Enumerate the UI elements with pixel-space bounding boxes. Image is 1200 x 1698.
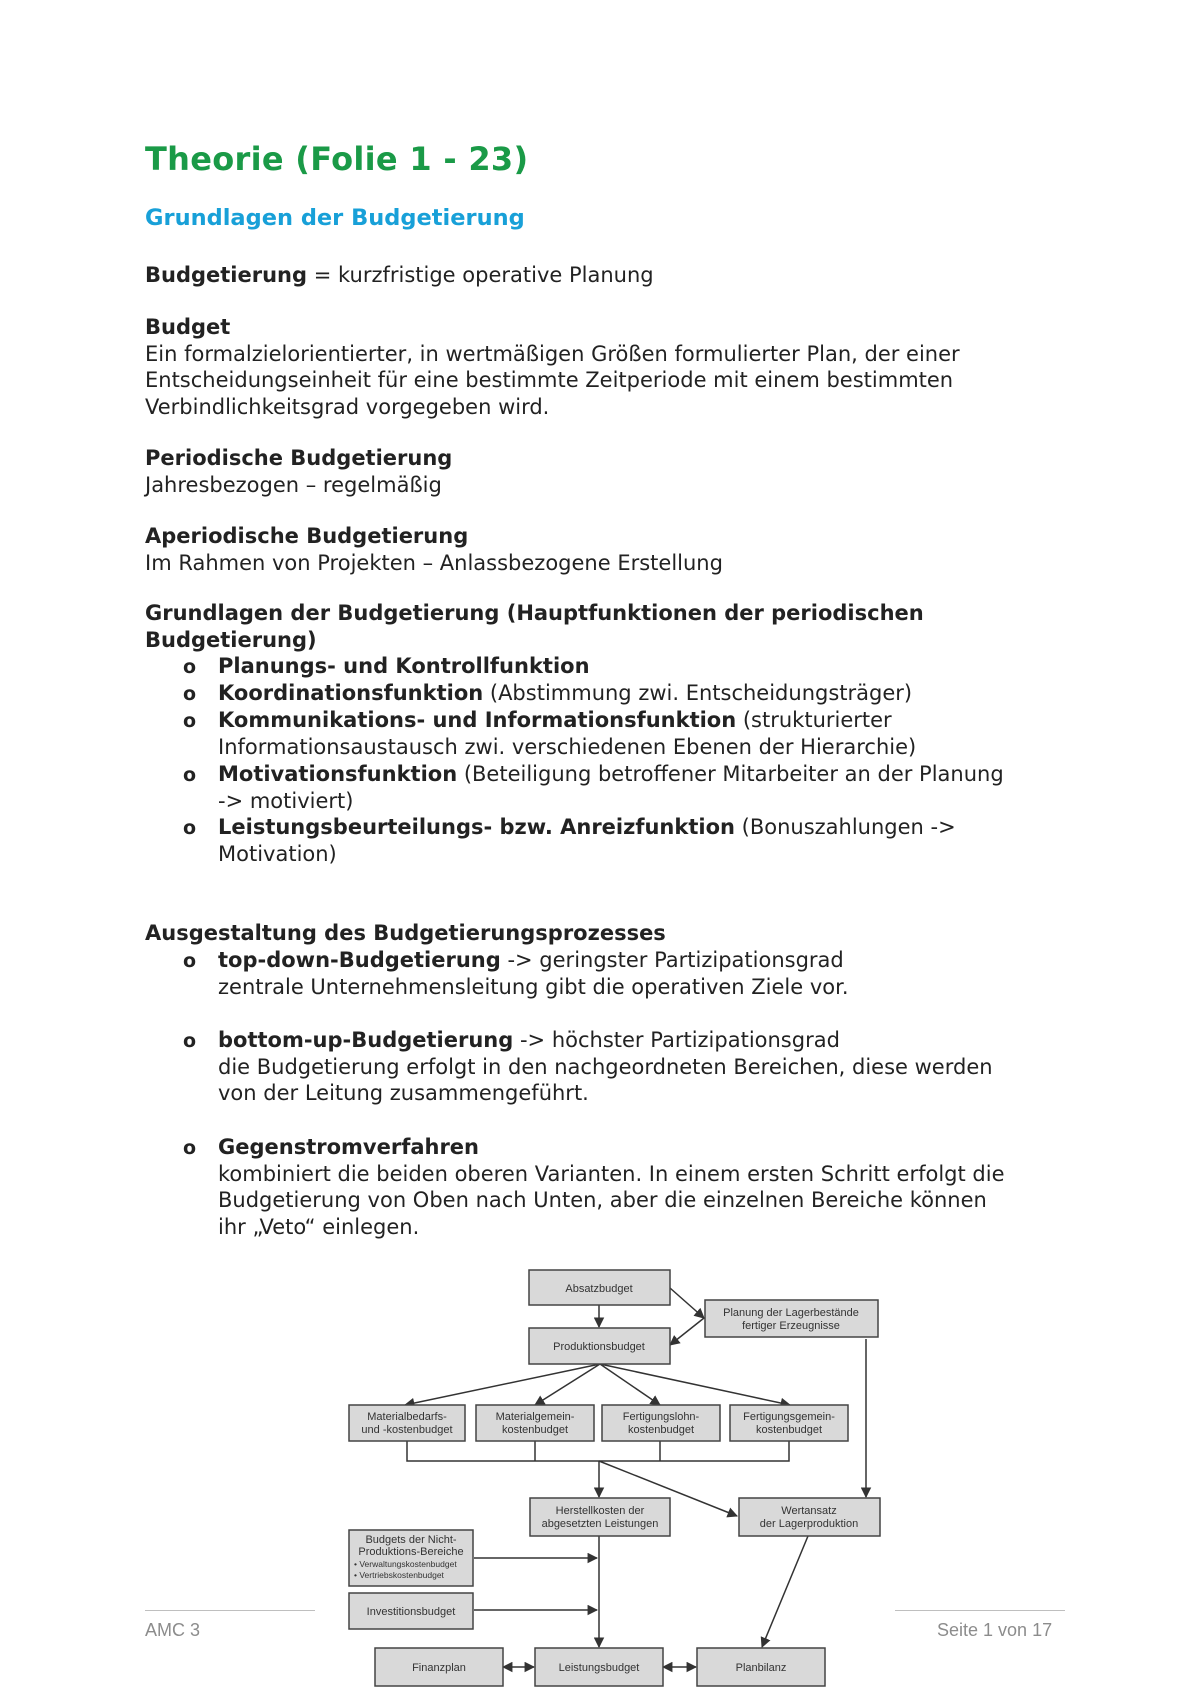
periodische-text: Jahresbezogen – regelmäßig <box>145 472 442 497</box>
label-wertansatz: der Lagerproduktion <box>759 1518 859 1530</box>
label-materialbedarf: Materialbedarfs- <box>367 1411 447 1423</box>
item-text: -> geringster Partizipationsgrad <box>500 948 844 972</box>
box-herstellkosten <box>530 1498 670 1536</box>
section-heading: Grundlagen der Budgetierung <box>145 205 525 231</box>
connector <box>600 1364 790 1405</box>
diagram-labels <box>354 1283 859 1674</box>
label-lager: fertiger Erzeugnisse <box>742 1320 840 1332</box>
item-term: top-down-Budgetierung <box>218 948 501 972</box>
bullet-icon: o <box>183 1030 197 1052</box>
label-produktionsbudget: Produktionsbudget <box>553 1341 645 1353</box>
item-text: zentrale Unternehmensleitung gibt die operativen Ziele vor. <box>218 974 849 999</box>
label-herstellkosten: Herstellkosten der <box>555 1505 645 1517</box>
page-title: Theorie (Folie 1 - 23) <box>145 140 529 178</box>
bullet-icon: o <box>183 817 197 839</box>
definition-text: = kurzfristige operative Planung <box>307 263 654 287</box>
label-herstellkosten: abgesetzten Leistungen <box>541 1518 659 1530</box>
budget-line: Ein formalzielorientierter, in wertmäßigen Größen formulierter Plan, der einer <box>145 341 960 366</box>
diagram-boxes <box>349 1270 880 1686</box>
label-verwaltung: • Verwaltungskostenbudget <box>354 1559 457 1569</box>
label-investitionsbudget: Investitionsbudget <box>366 1606 456 1618</box>
connector <box>762 1536 808 1647</box>
label-materialgemein: Materialgemein- <box>495 1411 575 1423</box>
item-term: Leistungsbeurteilungs- bzw. Anreizfunktion <box>218 815 735 839</box>
connector <box>670 1288 704 1318</box>
item-term: Planungs- und Kontrollfunktion <box>218 654 590 678</box>
footer-page-number: Seite 1 von 17 <box>937 1620 1053 1640</box>
label-fertigungslohn: kostenbudget <box>627 1424 695 1436</box>
item-term: Koordinationsfunktion <box>218 681 484 705</box>
bullet-icon: o <box>183 656 197 678</box>
label-absatzbudget: Absatzbudget <box>565 1283 633 1295</box>
budget-line: Entscheidungseinheit für eine bestimmte Zeitperiode mit einem bestimmten <box>145 368 954 392</box>
item-text: die Budgetierung erfolgt in den nachgeordneten Bereichen, diese werden <box>218 1054 993 1079</box>
term-budget: Budget <box>145 315 231 339</box>
item-text: Motivation) <box>218 841 337 866</box>
label-materialgemein: kostenbudget <box>501 1424 569 1436</box>
aperiodische-text: Im Rahmen von Projekten – Anlassbezogene Erstellung <box>145 550 723 575</box>
label-fertigungsgemein: Fertigungsgemein- <box>743 1411 835 1423</box>
label-nicht-produktion: Budgets der Nicht- <box>365 1534 457 1546</box>
footer-left: AMC 3 <box>145 1620 201 1640</box>
bullet-icon: o <box>183 764 197 786</box>
label-finanzplan: Finanzplan <box>412 1662 466 1674</box>
term-aperiodische: Aperiodische Budgetierung <box>145 524 469 548</box>
label-leistungsbudget: Leistungsbudget <box>558 1662 640 1674</box>
item-term: Motivationsfunktion <box>218 762 458 786</box>
item-text: (Abstimmung zwi. Entscheidungsträger) <box>483 681 913 705</box>
item-text: -> motiviert) <box>218 788 354 813</box>
label-wertansatz: Wertansatz <box>781 1505 837 1517</box>
item-text: kombiniert die beiden oberen Varianten. In einem ersten Schritt erfolgt die <box>218 1161 1005 1186</box>
item-text: (strukturierter <box>736 708 892 732</box>
item-text: (Beteiligung betroffener Mitarbeiter an der Planung <box>457 762 1004 786</box>
bullet-icon: o <box>183 710 197 732</box>
connector <box>407 1440 789 1461</box>
term-periodische: Periodische Budgetierung <box>145 446 453 470</box>
item-text: von der Leitung zusammengeführt. <box>218 1081 589 1105</box>
box-wertansatz <box>739 1498 880 1536</box>
item-term: bottom-up-Budgetierung <box>218 1028 514 1052</box>
item-text: Budgetierung von Oben nach Unten, aber die einzelnen Bereiche können <box>218 1188 987 1212</box>
label-planbilanz: Planbilanz <box>735 1662 787 1674</box>
label-fertigungslohn: Fertigungslohn- <box>622 1411 700 1423</box>
heading-line: Grundlagen der Budgetierung (Hauptfunktionen der periodischen <box>145 601 924 625</box>
bullet-icon: o <box>183 683 197 705</box>
label-nicht-produktion: Produktions-Bereiche <box>358 1546 464 1558</box>
prozess-heading: Ausgestaltung des Budgetierungsprozesses <box>145 921 666 945</box>
label-fertigungsgemein: kostenbudget <box>755 1424 823 1436</box>
bullet-icon: o <box>183 950 197 972</box>
item-term: Gegenstromverfahren <box>218 1135 480 1159</box>
label-vertrieb: • Vertriebskostenbudget <box>354 1570 444 1580</box>
connector <box>670 1318 704 1345</box>
heading-line: Budgetierung) <box>145 627 317 652</box>
budget-line: Verbindlichkeitsgrad vorgegeben wird. <box>145 394 550 419</box>
term-budgetierung: Budgetierung <box>145 263 308 287</box>
item-text: Informationsaustausch zwi. verschiedenen Ebenen der Hierarchie) <box>218 734 917 759</box>
label-materialbedarf: und -kostenbudget <box>361 1424 453 1436</box>
item-text: (Bonuszahlungen -> <box>734 815 956 839</box>
item-text: -> höchster Partizipationsgrad <box>513 1028 840 1052</box>
bullet-icon: o <box>183 1137 197 1159</box>
label-lager: Planung der Lagerbestände <box>723 1307 859 1319</box>
item-term: Kommunikations- und Informationsfunktion <box>218 708 737 732</box>
item-text: ihr „Veto“ einlegen. <box>218 1214 420 1239</box>
connector <box>405 1364 600 1405</box>
